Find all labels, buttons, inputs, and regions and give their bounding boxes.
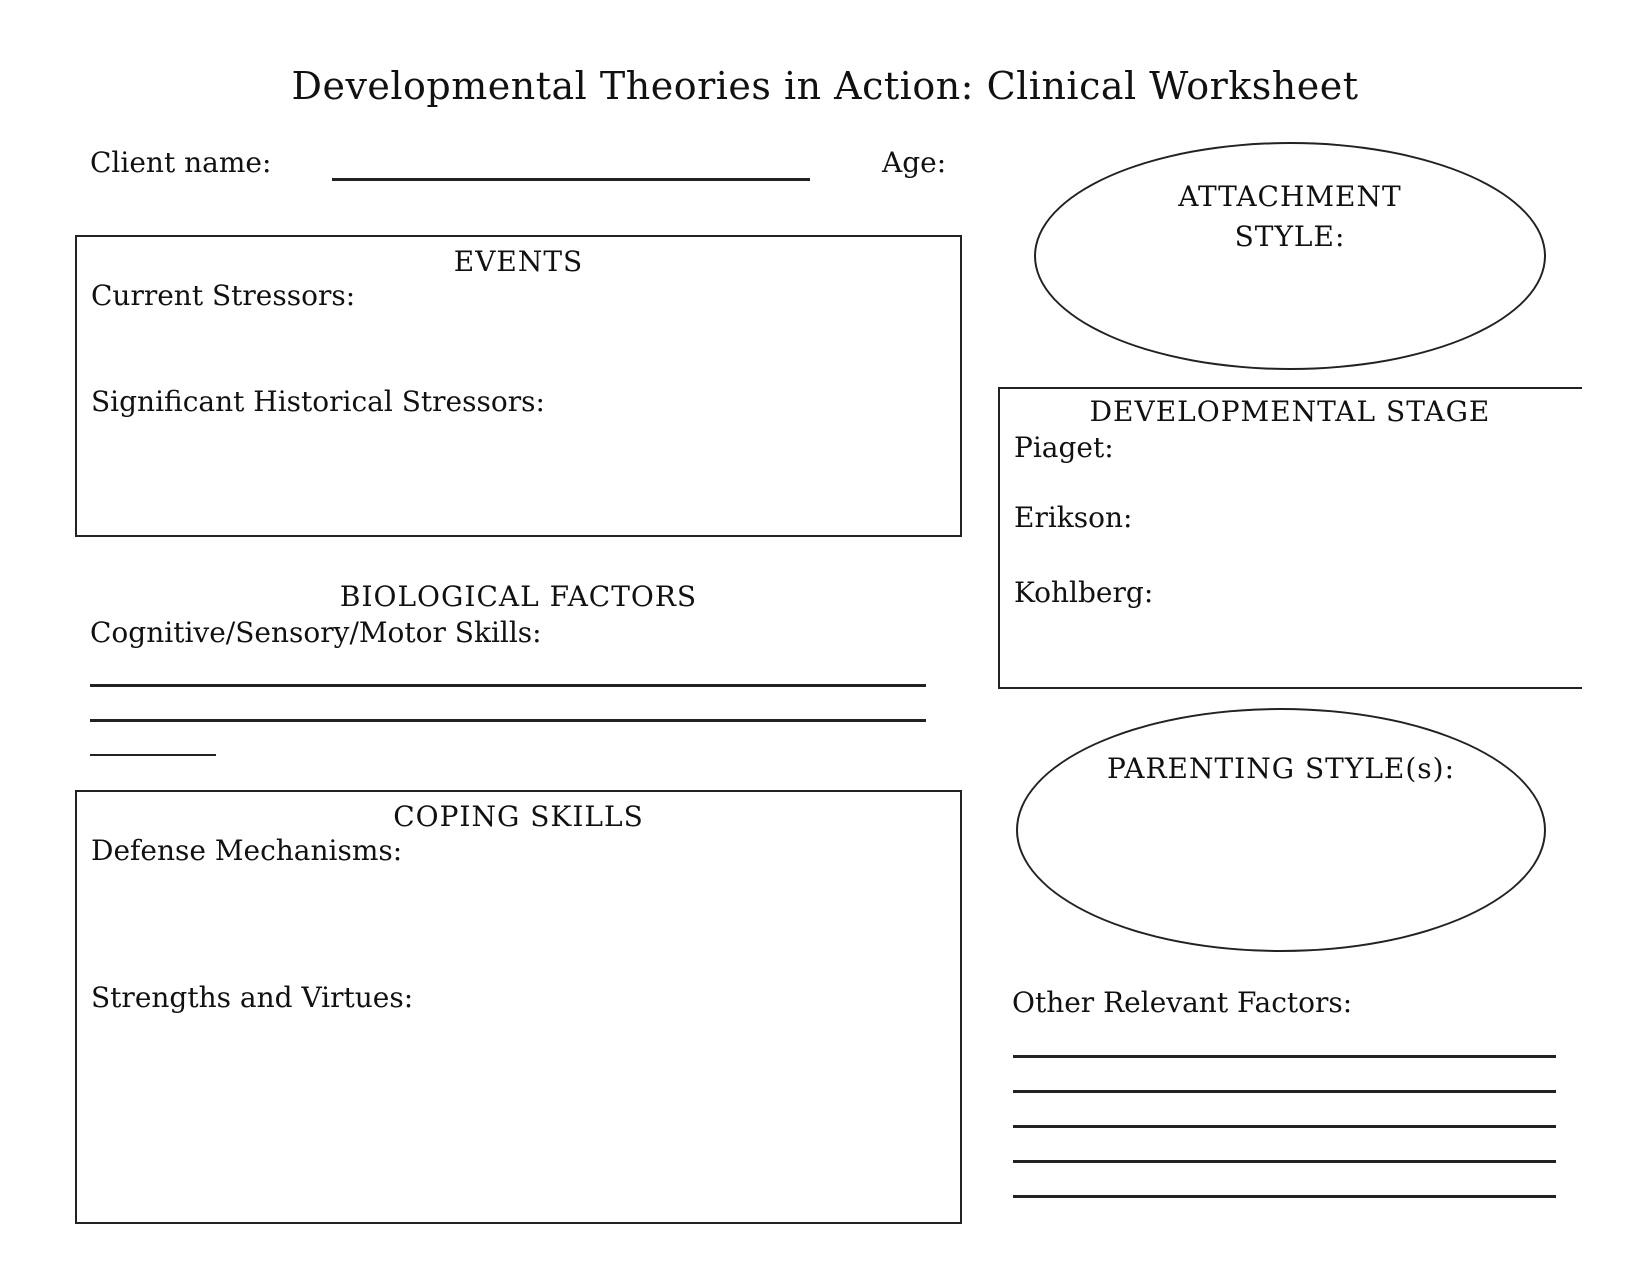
coping-box bbox=[75, 790, 962, 1224]
page-title: Developmental Theories in Action: Clinical Worksheet bbox=[291, 64, 1359, 108]
kohlberg-label: Kohlberg: bbox=[1014, 576, 1154, 609]
coping-heading: COPING SKILLS bbox=[393, 800, 644, 833]
erikson-field[interactable] bbox=[1128, 497, 1560, 537]
events-box bbox=[75, 235, 962, 537]
client-name-label: Client name: bbox=[90, 146, 272, 179]
attachment-style-line1: ATTACHMENT bbox=[1178, 180, 1402, 213]
age-field[interactable] bbox=[948, 140, 988, 180]
defense-mechanisms-field[interactable] bbox=[91, 872, 941, 972]
other-factors-label: Other Relevant Factors: bbox=[1012, 986, 1353, 1019]
historical-stressors-label: Significant Historical Stressors: bbox=[91, 385, 545, 418]
age-label: Age: bbox=[882, 146, 947, 179]
other-factors-field[interactable] bbox=[1013, 1028, 1556, 1200]
kohlberg-field[interactable] bbox=[1146, 572, 1560, 652]
historical-stressors-field[interactable] bbox=[91, 423, 941, 523]
developmental-stage-heading: DEVELOPMENTAL STAGE bbox=[1089, 395, 1491, 428]
strengths-field[interactable] bbox=[91, 1020, 941, 1210]
parenting-style-ellipse[interactable] bbox=[1016, 708, 1546, 952]
developmental-stage-box bbox=[998, 387, 1582, 689]
current-stressors-field[interactable] bbox=[91, 317, 941, 377]
client-name-field[interactable] bbox=[332, 140, 810, 180]
biological-heading: BIOLOGICAL FACTORS bbox=[339, 580, 698, 613]
skills-label: Cognitive/Sensory/Motor Skills: bbox=[90, 616, 542, 649]
erikson-label: Erikson: bbox=[1014, 501, 1133, 534]
attachment-style-line2: STYLE: bbox=[1234, 220, 1346, 253]
piaget-label: Piaget: bbox=[1014, 431, 1114, 464]
parenting-style-label: PARENTING STYLE(s): bbox=[1106, 752, 1456, 785]
defense-mechanisms-label: Defense Mechanisms: bbox=[91, 834, 403, 867]
events-heading: EVENTS bbox=[453, 245, 584, 278]
current-stressors-label: Current Stressors: bbox=[91, 279, 356, 312]
attachment-style-ellipse[interactable] bbox=[1034, 142, 1546, 370]
strengths-label: Strengths and Virtues: bbox=[91, 981, 414, 1014]
skills-field[interactable] bbox=[90, 656, 926, 756]
piaget-field[interactable] bbox=[1110, 427, 1560, 467]
